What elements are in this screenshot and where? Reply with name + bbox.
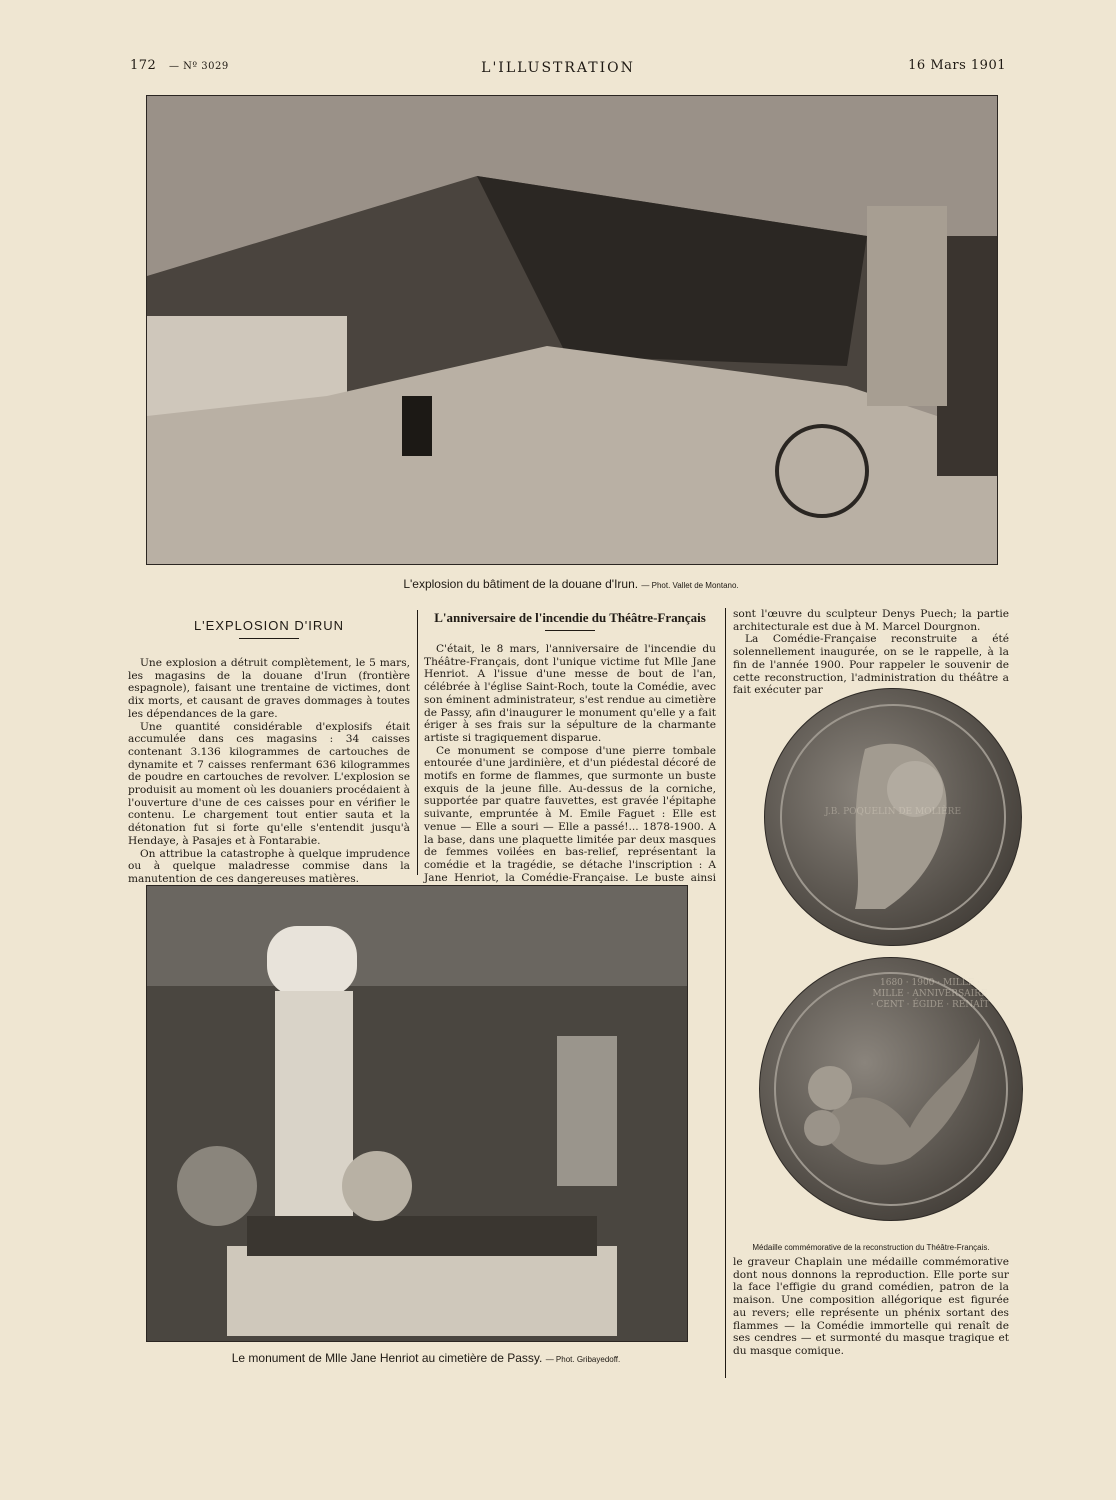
explosion-scene-icon: [147, 96, 997, 564]
page-number: 172: [130, 58, 157, 73]
column-divider: [417, 610, 418, 875]
monument-scene-icon: [147, 886, 687, 1341]
monument-caption-text: Le monument de Mlle Jane Henriot au cimetière de Passy.: [231, 1351, 543, 1365]
monument-photo: [146, 885, 688, 1342]
article-theatre: [424, 610, 716, 897]
medal-obverse-legend: [765, 689, 1021, 945]
medal-reverse-legend-text: 1680 · 1900 · MILLE · MILLE · ANNIVERSAIRE · CENT · ÉGIDE · RENAÎT: [870, 978, 990, 1010]
medal-caption: Médaille commémorative de la reconstruction du Théâtre-Français.: [752, 1243, 990, 1252]
explosion-caption: [146, 577, 996, 591]
article-theatre-paragraph: le graveur Chaplain une médaille commémorative dont nous donnons la reproduction. Elle porte sur la face l'effigie du grand comédien, patron de la maison. Une composition allégorique est figurée au revers; elle représente un phénix sortant des flammes — la Comédie immortelle qui renaît de ses cendres — et surmonté du masque tragique et du masque comique.: [733, 1256, 1009, 1357]
article-theatre-paragraph: Ce monument se compose d'une pierre tombale entourée d'une jardinière, et d'un piédestal décoré de motifs en forme de flammes, que surmonte un buste exquis de la jeune fille. Au-dessus de la corniche, supportée par quatre fauvettes, est gravée l'épitaphe suivante, empruntée à M. Emile Faguet : Elle est venue — Elle a souri — Elle a passé!... 1878-1900. A la base, dans une plaquette limitée par deux masques de femmes voilées en bas-relief, représentant la comédie et la tragédie, se détache l'inscription : A Jane Henriot, la Comédie-Française. Le buste ainsi: [424, 744, 716, 884]
title-rule: [545, 630, 595, 631]
article-theatre-paragraph: C'était, le 8 mars, l'anniversaire de l'incendie du Théâtre-Français, dont l'unique victime fut Mlle Jane Henriot. A l'issue d'une messe de bout de l'an, célébrée à l'église Saint-Roch, toute la Comédie, avec son éminent administrateur, s'est rendue au cimetière de Passy, afin d'inaugurer le monument qu'elle y a fait ériger à ses frais sur la sépulture de la charmante artiste si tragiquement disparue.: [424, 643, 716, 744]
medal-reverse-legend: [760, 958, 1022, 1220]
title-rule: [239, 638, 299, 639]
article-theatre-end: [733, 1256, 1009, 1358]
article-theatre-continued: [733, 608, 1009, 697]
medal-obverse-legend-text: J.B. POQUELIN DE MOLIÈRE: [824, 807, 962, 817]
explosion-caption-text: L'explosion du bâtiment de la douane d'Irun.: [403, 577, 639, 591]
journal-title: L'ILLUSTRATION: [481, 60, 635, 76]
article-theatre-title: L'anniversaire de l'incendie du Théâtre-Français: [434, 610, 706, 625]
medal-obverse: [764, 688, 1022, 946]
article-irun-paragraph: Une quantité considérable d'explosifs était accumulée dans ces magasins : 34 caisses contenant 3.136 kilogrammes de cartouches de dynamite et 7 caisses renfermant 636 kilogrammes de poudre en cartouches de revolver. L'explosion se produisit au moment où les douaniers procédaient à l'ouverture d'une de ces caisses pour en vérifier le contenu. Le chargement tout entier sauta et la détonation fut si forte qu'elle s'entendit jusqu'à Hendaye, à Pasajes et à Fontarabie.: [128, 720, 410, 847]
article-irun: [128, 610, 410, 886]
explosion-photo-credit: — Phot. Vallet de Montano.: [641, 581, 739, 590]
article-theatre-paragraph: La Comédie-Française reconstruite a été solennellement inaugurée, on se le rappelle, à la fin de l'année 1900. Pour rappeler le souvenir de cette reconstruction, l'administration du théâtre a fait exécuter par: [733, 633, 1009, 697]
article-irun-body: [128, 657, 410, 886]
medal-reverse: [759, 957, 1023, 1221]
monument-photo-credit: — Phot. Gribayedoff.: [545, 1355, 621, 1364]
article-theatre-paragraph: sont l'œuvre du sculpteur Denys Puech; la partie architecturale est due à M. Marcel Dourgnon.: [733, 608, 1009, 633]
explosion-photo: [146, 95, 998, 565]
article-irun-paragraph: Une explosion a détruit complètement, le 5 mars, les magasins de la douane d'Irun (frontière espagnole), faisant une trentaine de victimes, dont dix morts, et causant de graves dommages à toutes les dépendances de la gare.: [128, 657, 410, 720]
issue-date: 16 Mars 1901: [908, 58, 1006, 73]
article-theatre-body: [424, 643, 716, 897]
article-irun-title: L'EXPLOSION D'IRUN: [193, 618, 345, 633]
monument-caption: [146, 1351, 706, 1365]
column-divider: [725, 608, 726, 1378]
issue-number: — Nº 3029: [168, 61, 229, 72]
article-irun-paragraph: On attribue la catastrophe à quelque imprudence ou à quelque maladresse commise dans la manutention de ces dangereuses matières.: [128, 847, 410, 885]
